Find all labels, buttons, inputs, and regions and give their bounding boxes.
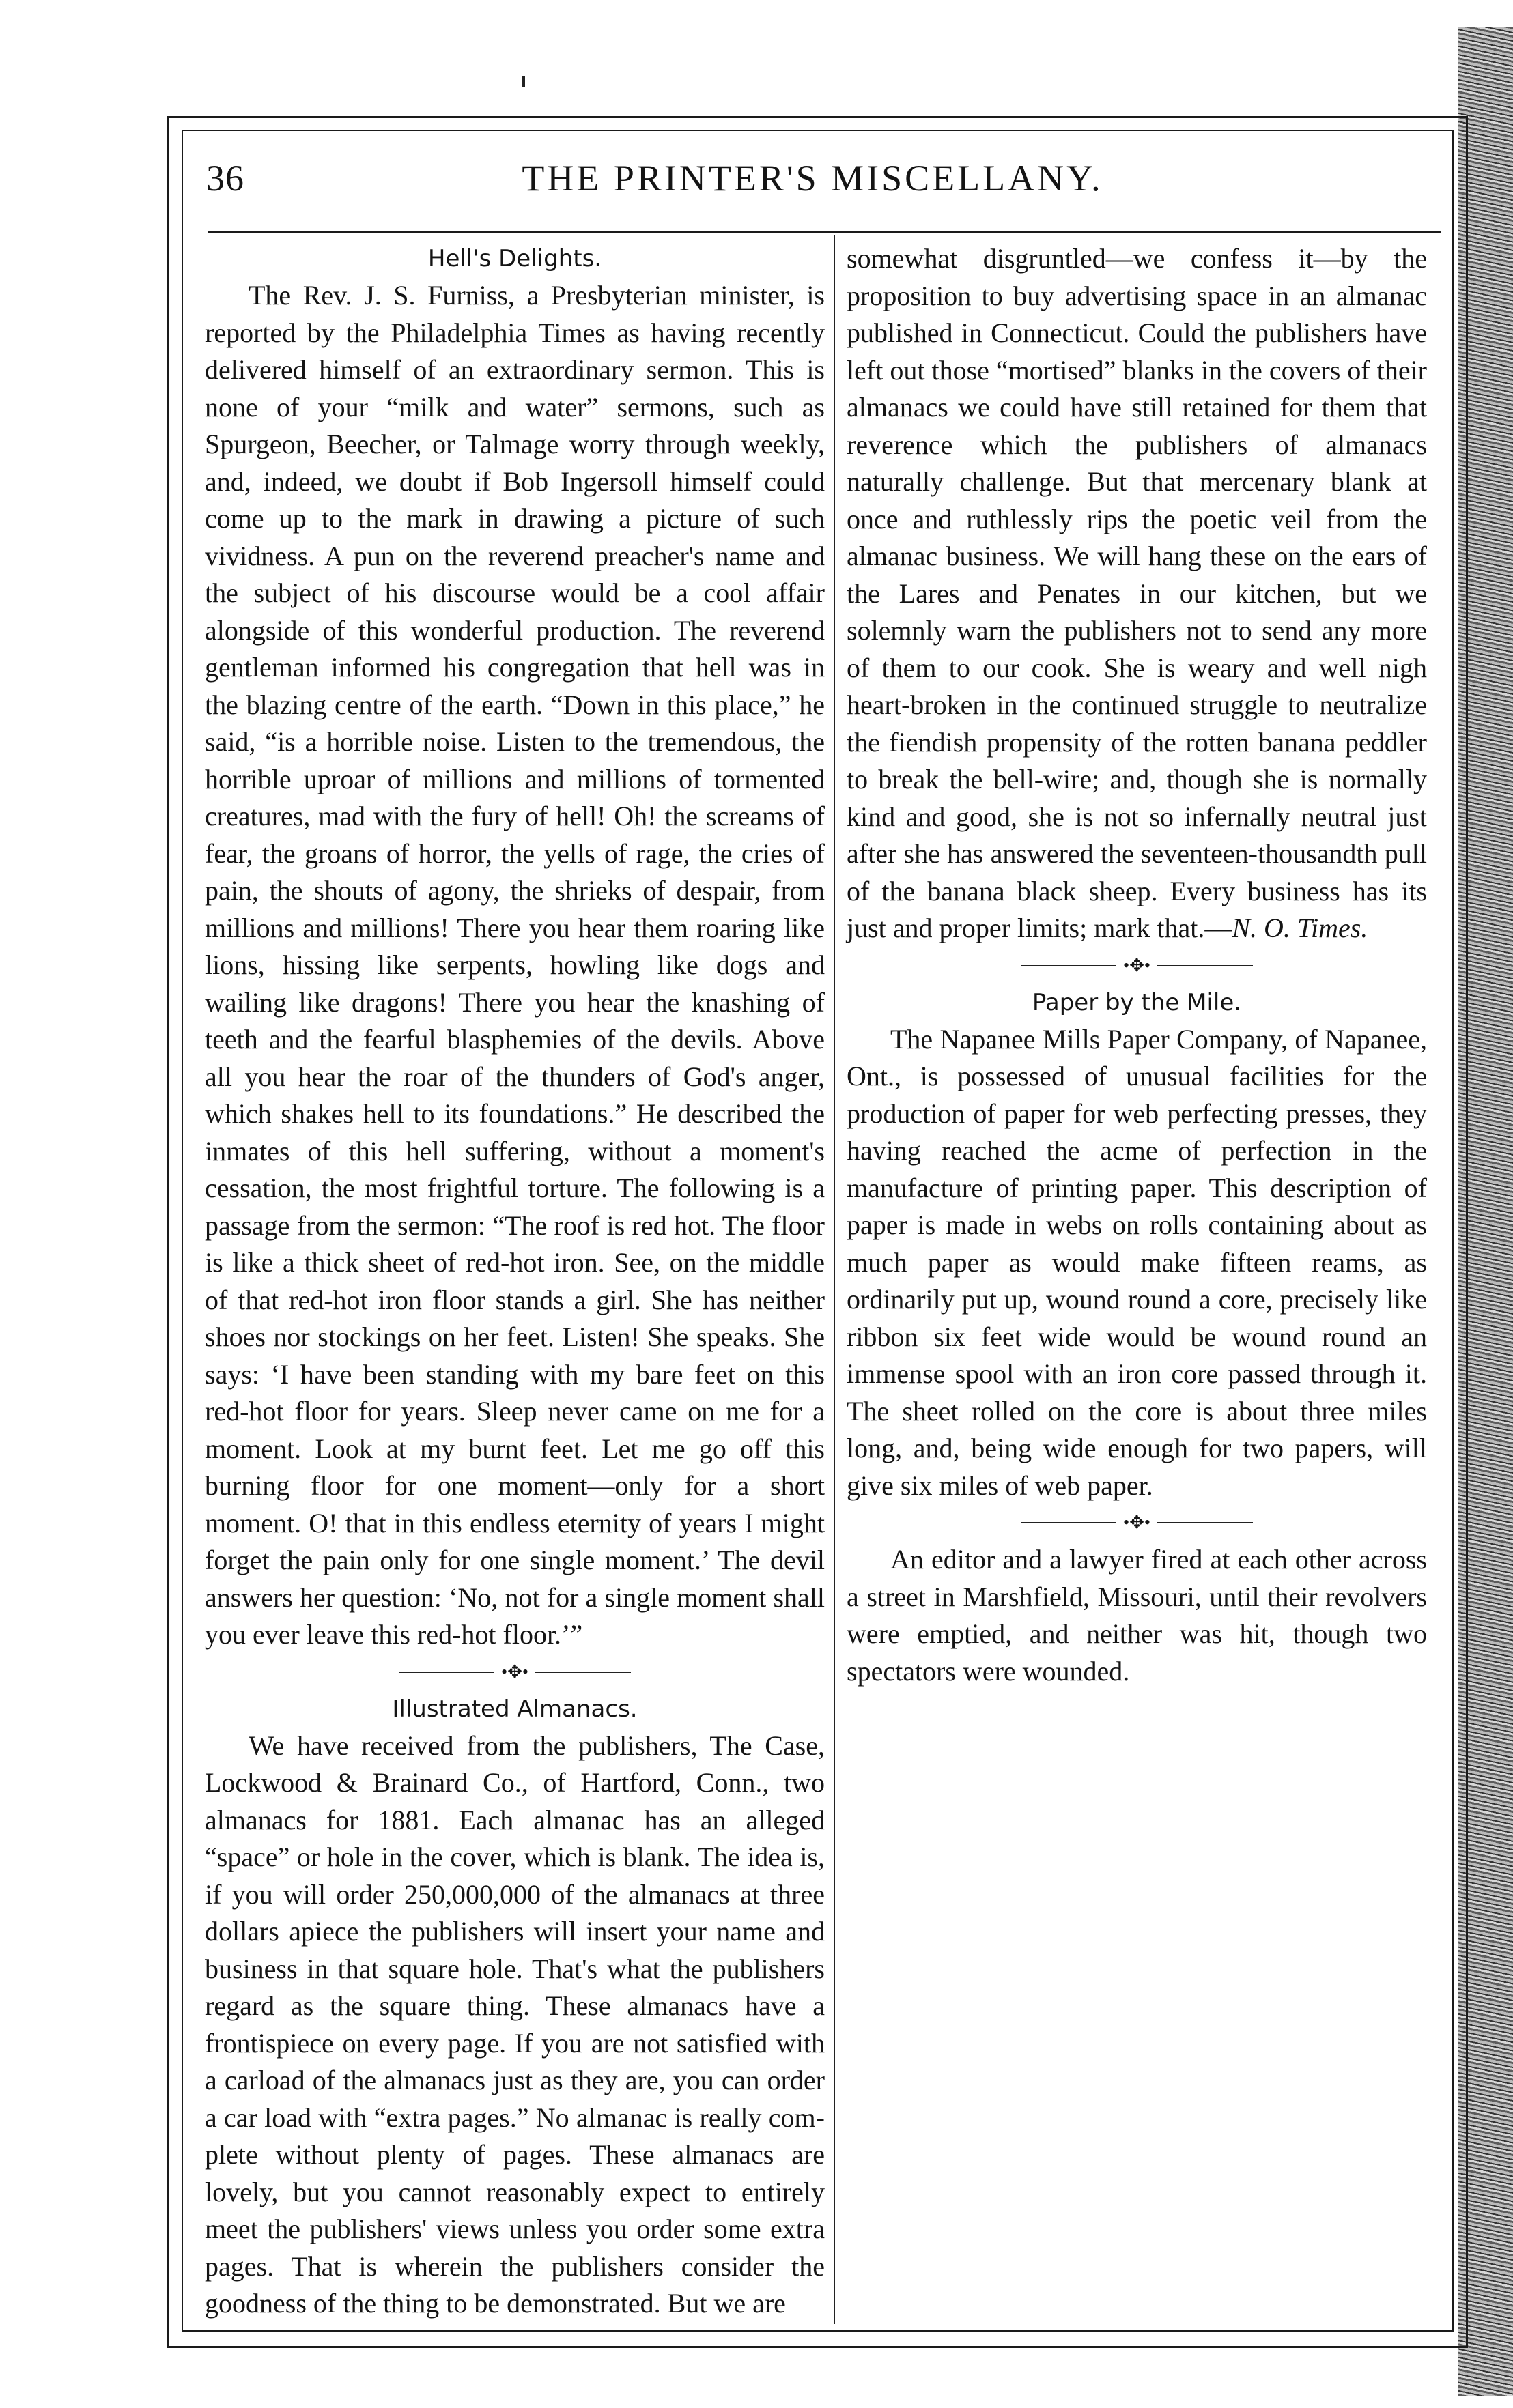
article-paragraph: The Rev. J. S. Furniss, a Presbyterian minister, is reported by the Philadelphia Times as having recently delivered himself of an extraordinary sermon. This is none of your “milk and water” sermons, such as Spurgeon, Beecher, or Talmage worry through weekly, and, indeed, we doubt if Bob Ingersoll himself could come up to the mark in drawing a picture of such vividness. A pun on the reverend preacher's name and the subject of his discourse would be a cool affair alongside of this wonderful production. The reverend gentleman informed his congregation that hell was in the blazing centre of the earth. “Down in this place,” he said, “is a horrible noise. Listen to the tremendous, the horrible uproar of millions and millions of tormented creatures, mad with the fury of hell! Oh! the screams of fear, the groans of horror, the yells of rage, the cries of pain, the shouts of agony, the shrieks of despair, from millions and millions! There you hear them roaring like lions, hissing like serpents, howling like dogs and wailing like dragons! There you hear the knashing of teeth and the fearful blasphemies of the devils. Above all you hear the roar of the thunders of God's anger, which shakes hell to its foundations.” He described the inmates of this hell suffering, without a moment's cessation, the most frightful torture. The following is a passage from the sermon: “The roof is red hot. The floor is like a thick sheet of red-hot iron. See, on the middle of that red-hot iron floor stands a girl. She has neither shoes nor stockings on her feet. Listen! She speaks. She says: ‘I have been standing with my bare feet on this red-hot floor for years. Sleep never came on me for a moment. Look at my burnt feet. Let me go off this burning floor for one moment—only for a short moment. O! that in this endless eternity of years I might forget the pain only for one single moment.’ The devil answers her question: ‘No, not for a single moment shall you ever leave this red-hot floor.’” [205, 280, 825, 1650]
ornament-icon: •✥• [1123, 1513, 1150, 1532]
page-number: 36 [206, 158, 244, 199]
article-paragraph [205, 1728, 825, 2323]
ornament-icon: •✥• [1123, 955, 1150, 975]
article-source: N. O. Times. [1232, 913, 1368, 943]
article-paragraph-continued [847, 240, 1427, 947]
divider-line [535, 1672, 631, 1673]
article-title: Illustrated Almanacs. [392, 1695, 638, 1723]
divider-line [1157, 965, 1253, 966]
print-mark [522, 76, 525, 87]
section-divider [847, 1504, 1427, 1541]
left-column [205, 240, 825, 2323]
divider-line [1157, 1522, 1253, 1523]
section-divider [205, 1654, 825, 1691]
paragraph-text: somewhat disgruntled—we confess it—by the proposition to buy advertising space in an almanac published in Connecticut. Could the publishers have left out those “mortised” blanks in the covers of their almanacs we could have still retained for them that reverence which the publishers of almanacs naturally challenge. But that mercenary blank at once and ruthlessly rips the poetic veil from the almanac business. We will hang these on the ears of the Lares and Penates in our kitchen, but we solemnly warn the publishers not to send any more of them to our cook. She is weary and well nigh heart-broken in the continued struggle to neutralize the fiendish propensity of the rotten banana peddler to break the bell-wire; and, though she is normally kind and good, she is not so infernally neutral just after she has answered the seventeen-thousandth pull of the banana black sheep. Every business has its just and proper limits; mark that.— [847, 243, 1427, 943]
journal-title: THE PRINTER'S MISCELLANY. [522, 158, 1103, 199]
article-title: Paper by the Mile. [1032, 988, 1242, 1016]
divider-line [399, 1672, 494, 1673]
column-rule [834, 235, 835, 2324]
ornament-icon: •✥• [501, 1661, 528, 1682]
paragraph-text: We have received from the publishers, The Case, Lockwood & Brainard Co., of Hartford, Conn., two almanacs for 1881. Each almanac has an alleged “space” or hole in the cover, which is blank. The idea is, if you will order 250,000,000 of the almanacs at three dollars apiece the publishers will insert your name and business in that square hole. That's what the publishers regard as the square thing. These almanacs have a frontispiece on every page. If you are not satisfied with a carload of the almanacs just as they are, you can order a car load with “extra pages.” No almanac is really complete without plenty of pages. These almanacs are lovely, but you cannot reasonably expect to entirely meet the publishers' views unless you order some extra pages. That is wherein the publishers consider the goodness of the thing to be demonstrated. But we are [205, 1730, 825, 2319]
running-head [198, 157, 1427, 212]
section-divider [847, 947, 1427, 984]
header-rule [208, 231, 1441, 233]
divider-line [1021, 965, 1116, 966]
divider-line [1021, 1522, 1116, 1523]
right-column [847, 240, 1427, 1690]
article-title: Hell's Delights. [427, 245, 602, 272]
article-paragraph: An editor and a lawyer fired at each other across a street in Marshfield, Missouri, until their revolvers were emptied, and neither was hit, though two spectators were wounded. [847, 1544, 1427, 1687]
article-paragraph: The Napanee Mills Paper Company, of Napanee, Ont., is possessed of unusual facilities for the production of paper for web perfecting presses, they having reached the acme of perfection in the manufacture of printing paper. This description of paper is made in webs on rolls containing about as much paper as would make fifteen reams, as ordinarily put up, wound round a core, precisely like ribbon six feet wide would be wound round an immense spool with an iron core passed through it. The sheet rolled on the core is about three miles long, and, being wide enough for two papers, will give six miles of web paper. [847, 1023, 1427, 1501]
